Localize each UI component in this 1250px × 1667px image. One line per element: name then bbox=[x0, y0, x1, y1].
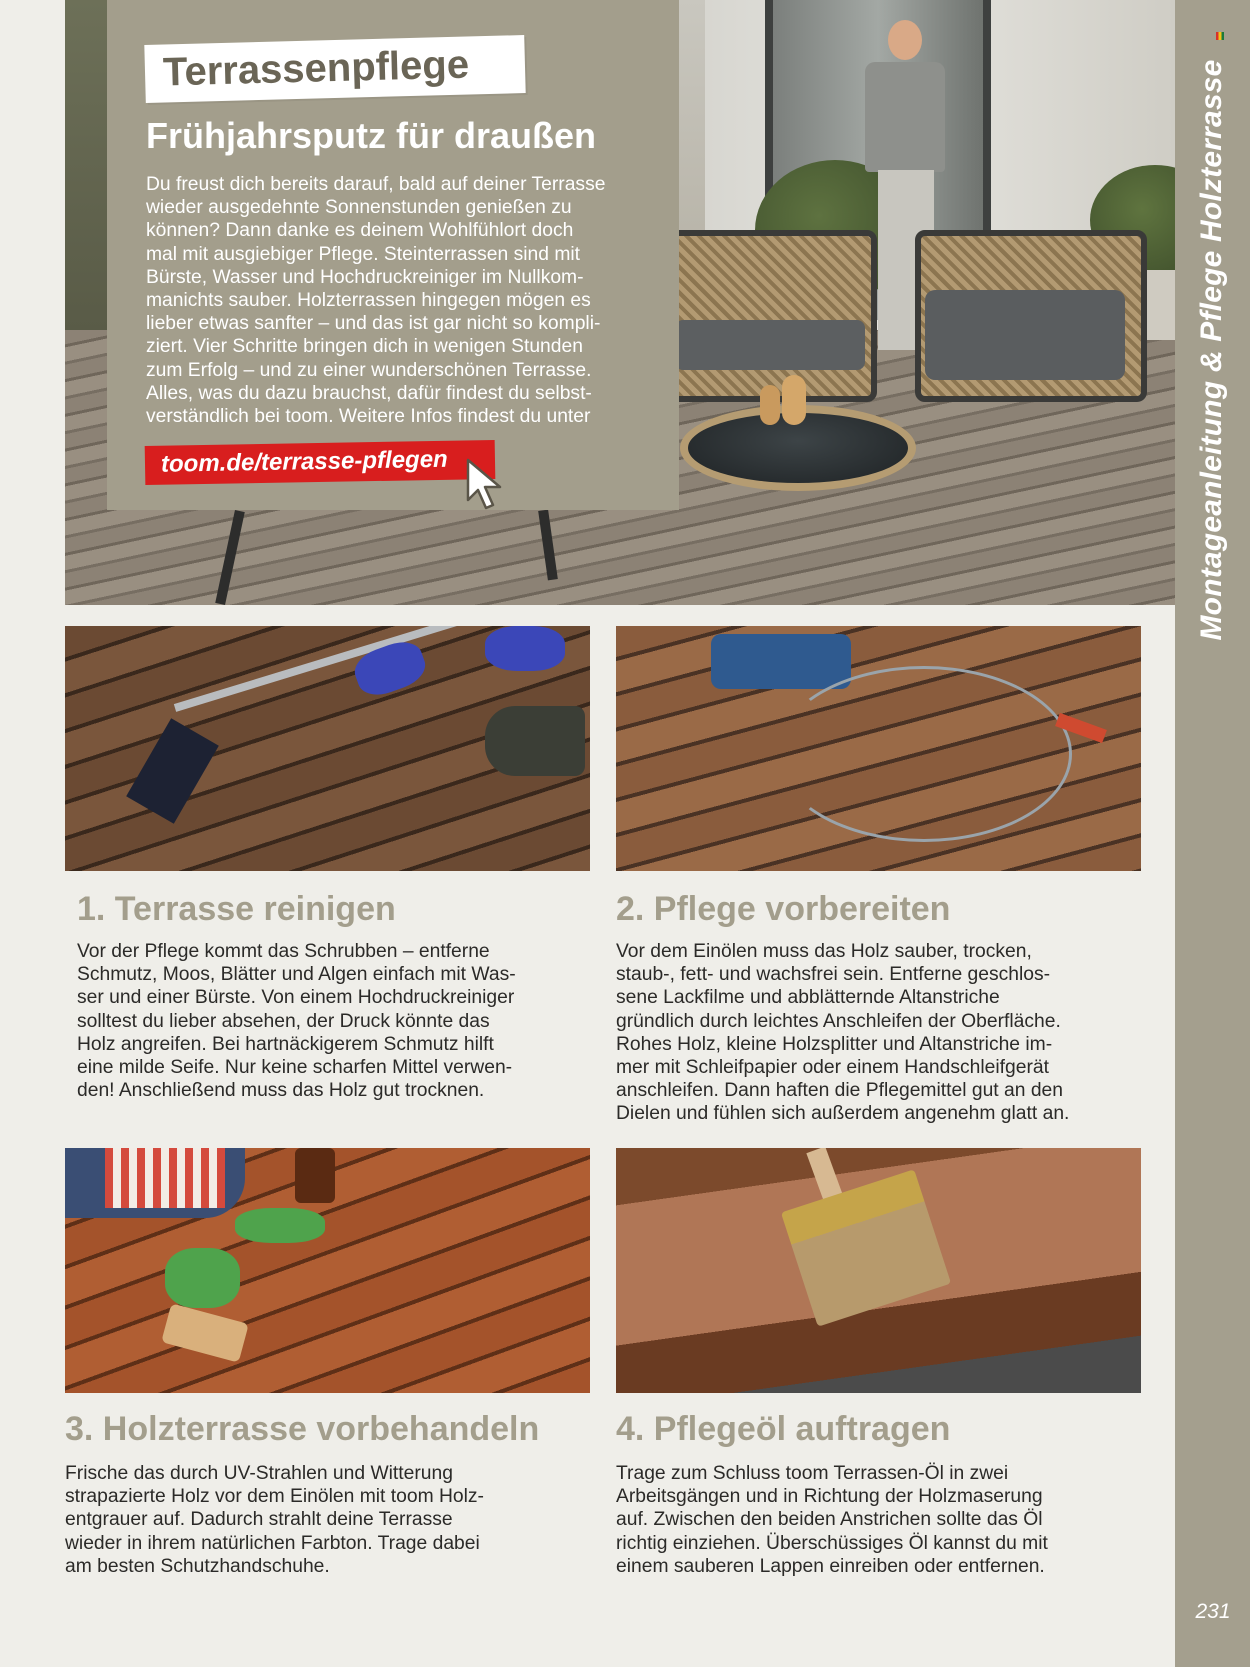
step3-text bbox=[65, 1462, 484, 1578]
step3-line: entgrauer auf. Dadurch strahlt deine Terrasse bbox=[65, 1509, 453, 1531]
step2-line: Dielen und fühlen sich außerdem angenehm glatt an. bbox=[616, 1103, 1070, 1125]
step1-line: Holz angreifen. Bei hartnäckigerem Schmutz hilft bbox=[77, 1033, 494, 1055]
step4-photo-oiling bbox=[616, 1148, 1141, 1393]
broom-handle bbox=[174, 626, 492, 712]
step4-title: 4. Pflegeöl auftragen bbox=[616, 1410, 951, 1448]
rubber-boot bbox=[485, 706, 585, 776]
step2-line: gründlich durch leichtes Anschleifen der Oberfläche. bbox=[616, 1010, 1061, 1032]
step2-line: anschleifen. Dann haften die Pflegemittel gut an den bbox=[616, 1080, 1063, 1102]
step1-line: solltest du lieber absehen, der Druck könnte das bbox=[77, 1010, 490, 1032]
step1-line: Schmutz, Moos, Blätter und Algen einfach mit Was- bbox=[77, 964, 516, 986]
step2-line: Rohes Holz, kleine Holzsplitter und Altanstriche im- bbox=[616, 1033, 1053, 1055]
step3-line: am besten Schutzhandschuhe. bbox=[65, 1555, 330, 1577]
checked-shirt bbox=[105, 1148, 225, 1208]
hand-brush bbox=[161, 1303, 249, 1362]
step1-line: eine milde Seife. Nur keine scharfen Mittel verwen- bbox=[77, 1057, 513, 1079]
step1-line: ser und einer Bürste. Von einem Hochdruckreiniger bbox=[77, 987, 515, 1009]
belt-sander bbox=[711, 634, 851, 689]
section-tag-label: Terrassenpflege bbox=[162, 42, 470, 95]
info-link[interactable] bbox=[145, 440, 496, 485]
section-tag bbox=[144, 35, 525, 103]
hero-chair-cushion bbox=[675, 320, 865, 370]
hero-wicker-chair bbox=[665, 230, 877, 402]
blue-glove bbox=[485, 626, 565, 671]
step1-title: 1. Terrasse reinigen bbox=[77, 890, 396, 928]
hero-chair-cushion bbox=[925, 290, 1125, 380]
step2-line: staub-, fett- und wachsfrei sein. Entferne geschlos- bbox=[616, 964, 1051, 986]
intro-paragraph bbox=[146, 173, 671, 428]
intro-line: manichts sauber. Holzterrassen hingegen mögen es bbox=[146, 290, 591, 312]
step3-line: Frische das durch UV-Strahlen und Witterung bbox=[65, 1463, 453, 1484]
broom-head bbox=[126, 718, 219, 823]
intro-line: Du freust dich bereits darauf, bald auf deiner Terrasse bbox=[146, 174, 606, 195]
step1-line: Vor der Pflege kommt das Schrubben – entferne bbox=[77, 941, 490, 962]
step3-line: strapazierte Holz vor dem Einölen mit toom Holz- bbox=[65, 1486, 484, 1508]
green-glove bbox=[235, 1208, 325, 1243]
product-bottle bbox=[295, 1148, 335, 1203]
paint-brush bbox=[781, 1169, 951, 1326]
person-shirt bbox=[865, 62, 945, 172]
step3-title: 3. Holzterrasse vorbehandeln bbox=[65, 1410, 540, 1448]
blue-glove bbox=[349, 635, 430, 701]
intro-line: können? Dann danke es deinem Wohlfühlort doch bbox=[146, 220, 574, 242]
step4-line: Trage zum Schluss toom Terrassen-Öl in zwei bbox=[616, 1463, 1009, 1484]
intro-line: mal mit ausgiebiger Pflege. Steinterrassen sind mit bbox=[146, 243, 581, 265]
step4-text bbox=[616, 1462, 1048, 1578]
intro-line: wieder ausgedehnte Sonnenstunden genießen zu bbox=[146, 197, 572, 219]
brand-color-mark-icon bbox=[1216, 32, 1224, 40]
intro-line: Alles, was du dazu brauchst, dafür findest du selbst- bbox=[146, 382, 592, 404]
step4-line: Arbeitsgängen und in Richtung der Holzmaserung bbox=[616, 1486, 1043, 1508]
hero-wooden-decor bbox=[760, 385, 780, 425]
intro-title: Frühjahrsputz für draußen bbox=[146, 115, 596, 156]
step1-photo-scrubbing bbox=[65, 626, 590, 871]
page-number: 231 bbox=[1195, 1600, 1231, 1623]
step2-title: 2. Pflege vorbereiten bbox=[616, 890, 951, 928]
intro-line: verständlich bei toom. Weitere Infos findest du unter bbox=[146, 406, 591, 428]
step2-line: mer mit Schleifpapier oder einem Handschleifgerät bbox=[616, 1057, 1049, 1079]
intro-line: zum Erfolg – und zu einer wunderschönen Terrasse. bbox=[146, 359, 592, 381]
step1-line: den! Anschließend muss das Holz gut trocknen. bbox=[77, 1080, 485, 1102]
sidebar-section-title: Montageanleitung & Pflege Holzterrasse bbox=[1195, 59, 1228, 641]
step2-line: Vor dem Einölen muss das Holz sauber, trocken, bbox=[616, 941, 1032, 962]
cursor-arrow-icon bbox=[462, 456, 522, 516]
power-cable bbox=[776, 666, 1072, 842]
intro-line: ziert. Vier Schritte bringen dich in wenigen Stunden bbox=[146, 336, 583, 358]
green-glove bbox=[165, 1248, 240, 1308]
step4-line: auf. Zwischen den beiden Anstrichen sollte das Öl bbox=[616, 1509, 1043, 1531]
intro-line: Bürste, Wasser und Hochdruckreiniger im Nullkom- bbox=[146, 266, 584, 288]
step2-text bbox=[616, 940, 1069, 1126]
step3-line: wieder in ihrem natürlichen Farbton. Trage dabei bbox=[65, 1532, 480, 1554]
hero-wooden-decor bbox=[782, 375, 806, 425]
step4-line: einem sauberen Lappen einreiben oder entfernen. bbox=[616, 1555, 1045, 1577]
step2-photo-sanding bbox=[616, 626, 1141, 871]
step2-line: sene Lackfilme und abblätternde Altanstriche bbox=[616, 987, 1000, 1009]
step3-photo-pretreatment bbox=[65, 1148, 590, 1393]
person-head bbox=[888, 20, 922, 60]
intro-line: lieber etwas sanfter – und das ist gar nicht so kompli- bbox=[146, 313, 601, 335]
step1-text bbox=[77, 940, 516, 1102]
info-link-label[interactable]: toom.de/terrasse-pflegen bbox=[160, 445, 448, 478]
step4-line: richtig einziehen. Überschüssiges Öl kannst du mit bbox=[616, 1532, 1048, 1554]
